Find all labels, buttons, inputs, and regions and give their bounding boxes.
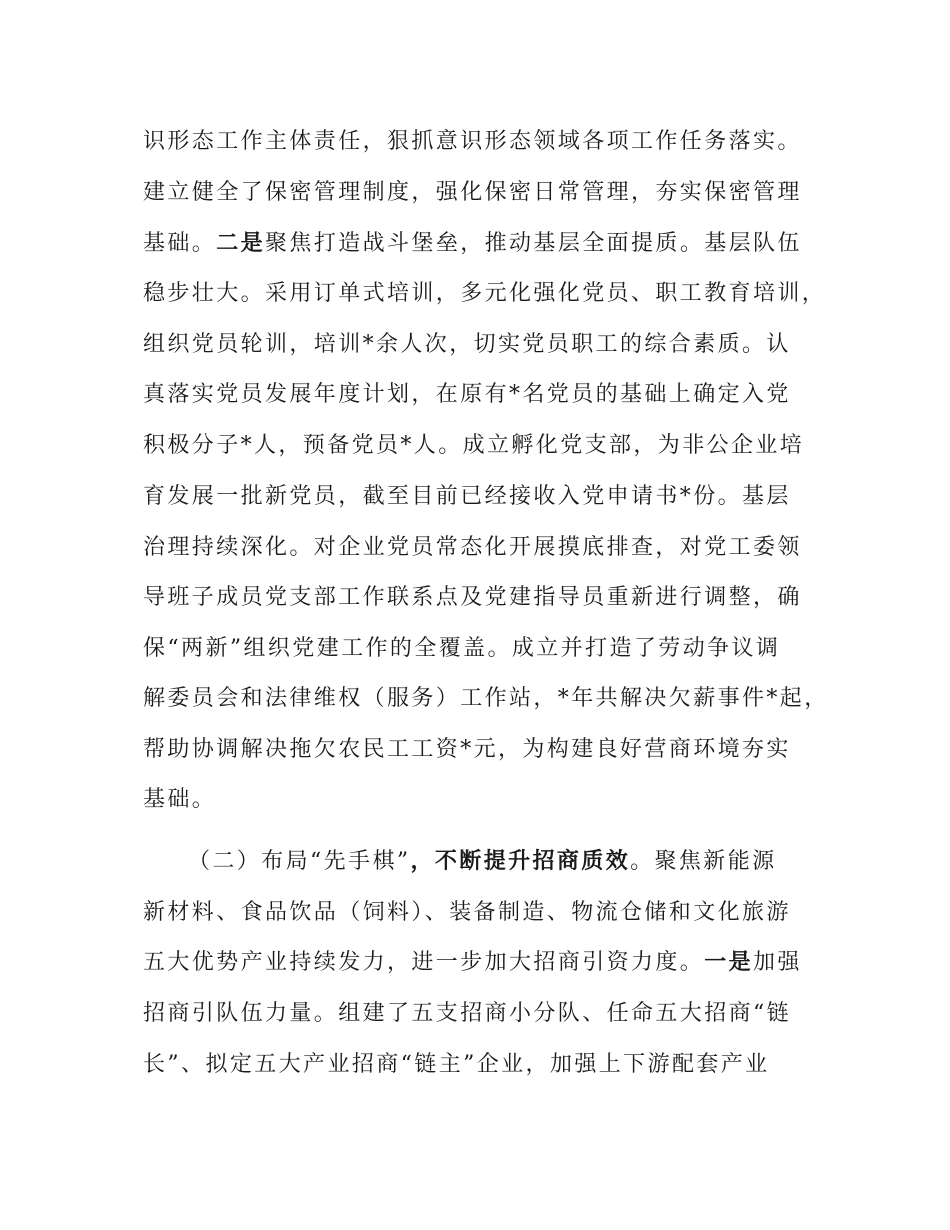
text-line: 建立健全了保密管理制度，强化保密日常管理，夯实保密管理 bbox=[143, 180, 802, 205]
text-line: 稳步壮大。采用订单式培训，多元化强化党员、职工教育培训， bbox=[143, 281, 827, 306]
text-span: 加强 bbox=[753, 950, 802, 975]
section-title: （二）布局“先手棋” bbox=[188, 849, 411, 874]
bold-marker: 一是 bbox=[704, 950, 754, 975]
text-line: 长”、拟定五大产业招商“链主”企业，加强上下游配套产业 bbox=[143, 1052, 770, 1077]
text-line: 真落实党员发展年度计划，在原有*名党员的基础上确定入党 bbox=[143, 382, 791, 407]
text-span: 聚焦打造战斗堡垒，推动基层全面提质。基层队伍 bbox=[265, 231, 802, 256]
text-line bbox=[143, 948, 823, 978]
text-span: 基础。 bbox=[143, 231, 217, 256]
text-span: 。聚焦新能源 bbox=[630, 849, 777, 874]
text-line: 治理持续深化。对企业党员常态化开展摸底排查，对党工委领 bbox=[143, 535, 802, 560]
text-line: 识形态工作主体责任，狠抓意识形态领域各项工作任务落实。 bbox=[143, 129, 802, 154]
section-heading-line bbox=[188, 847, 868, 877]
text-line: 积极分子*人，预备党员*人。成立孵化党支部，为非公企业培 bbox=[143, 433, 805, 458]
section-title-bold: ，不断提升招商质效 bbox=[410, 849, 631, 874]
bold-marker: 二是 bbox=[216, 231, 266, 256]
text-span: 五大优势产业持续发力，进一步加大招商引资力度。 bbox=[143, 950, 705, 975]
text-line: 组织党员轮训，培训*余人次，切实党员职工的综合素质。认 bbox=[143, 332, 791, 357]
text-line: 导班子成员党支部工作联系点及党建指导员重新进行调整，确 bbox=[143, 585, 802, 610]
text-line: 解委员会和法律维权（服务）工作站，*年共解决欠薪事件*起， bbox=[143, 686, 829, 711]
text-line: 基础。 bbox=[143, 787, 217, 812]
text-line: 育发展一批新党员，截至目前已经接收入党申请书*份。基层 bbox=[143, 484, 791, 509]
text-line: 帮助协调解决拖欠农民工工资*元，为构建良好营商环境夯实 bbox=[143, 737, 791, 762]
text-line: 保“两新”组织党建工作的全覆盖。成立并打造了劳动争议调 bbox=[143, 636, 781, 661]
text-line: 招商引队伍力量。组建了五支招商小分队、任命五大招商“链 bbox=[143, 1001, 792, 1026]
text-line bbox=[143, 229, 823, 259]
text-line: 新材料、食品饮品（饲料）、装备制造、物流仓储和文化旅游 bbox=[143, 900, 791, 925]
